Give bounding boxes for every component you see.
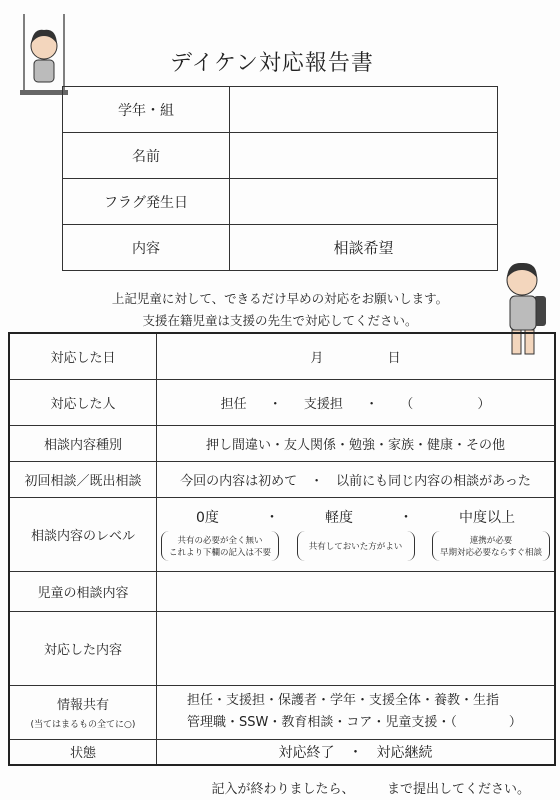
student-info-table (62, 86, 498, 271)
request-note: 上記児童に対して、できるだけ早めの対応をお願いします。 (111, 291, 449, 306)
table-row (63, 133, 498, 179)
name-field[interactable] (230, 133, 498, 179)
response-date-label: 対応した日 (9, 333, 157, 379)
option-support-teacher[interactable]: 支援担 (303, 396, 343, 412)
page-title: デイケン対応報告書 (170, 51, 374, 76)
response-date-field[interactable] (157, 333, 556, 379)
consult-level-label: 相談内容のレベル (9, 497, 157, 571)
content-value: 相談希望 (230, 225, 498, 271)
table-row (9, 425, 555, 461)
level-mild[interactable]: 軽度 (324, 510, 353, 526)
share-options-line: 管理職・SSW・教育相談・コア・児童支援・（ ） (187, 715, 522, 730)
status-options[interactable]: 対応終了 ・ 対応継続 (157, 739, 556, 765)
grade-class-field[interactable] (230, 87, 498, 133)
day-label: 日 (387, 350, 401, 366)
table-row (63, 179, 498, 225)
content-label: 内容 (63, 225, 230, 271)
note-line: これより下欄の記入は不要 (168, 548, 271, 558)
child-consult-label: 児童の相談内容 (9, 571, 157, 611)
flag-date-field[interactable] (230, 179, 498, 225)
info-share-label-cell (9, 685, 157, 739)
month-label: 月 (310, 350, 324, 366)
note-line: 早期対応必要ならすぐ相談 (439, 548, 542, 558)
separator: ・ (398, 510, 413, 526)
table-row (9, 461, 555, 497)
level-zero-note (161, 531, 279, 561)
info-share-options[interactable] (157, 685, 556, 739)
first-or-repeat-options[interactable]: 今回の内容は初めて ・ 以前にも同じ内容の相談があった (157, 461, 556, 497)
response-table (8, 332, 556, 766)
table-row (9, 497, 555, 571)
status-label: 状態 (9, 739, 157, 765)
table-row (63, 225, 498, 271)
responder-options[interactable] (157, 379, 556, 425)
consult-type-options[interactable]: 押し間違い・友人関係・勉強・家族・健康・その他 (157, 425, 556, 461)
paren-close: ） (477, 396, 491, 412)
info-share-label: 情報共有 (56, 698, 109, 713)
submit-instruction: 記入が終わりましたら、 まで提出してください。 (211, 782, 530, 797)
separator: ・ (264, 510, 279, 526)
table-row (9, 333, 555, 379)
level-zero[interactable]: 0度 (196, 510, 219, 526)
first-or-repeat-label: 初回相談／既出相談 (9, 461, 157, 497)
note-line: 共有しておいた方がよい (308, 542, 403, 552)
child-consult-field[interactable] (157, 571, 556, 611)
table-row (9, 379, 555, 425)
note-line: 連携が必要 (469, 536, 513, 546)
separator: ・ (365, 396, 379, 412)
responder-label: 対応した人 (9, 379, 157, 425)
response-content-field[interactable] (157, 611, 556, 685)
flag-date-label: フラグ発生日 (63, 179, 230, 225)
consult-level-options[interactable] (157, 497, 556, 571)
table-row (63, 87, 498, 133)
table-row (9, 685, 555, 739)
table-row (9, 739, 555, 765)
name-label: 名前 (63, 133, 230, 179)
info-share-sublabel: (当てはまるもの全てに○) (30, 720, 136, 730)
option-homeroom[interactable]: 担任 (220, 396, 247, 412)
share-options-line: 担任・支援担・保護者・学年・支援全体・養教・生指 (187, 693, 500, 708)
paren-open: （ (400, 396, 414, 412)
response-content-label: 対応した内容 (9, 611, 157, 685)
level-mild-note (297, 531, 415, 561)
level-moderate[interactable]: 中度以上 (458, 510, 515, 526)
note-line: 共有の必要が全く無い (177, 536, 263, 546)
consult-type-label: 相談内容種別 (9, 425, 157, 461)
level-moderate-note (432, 531, 550, 561)
table-row (9, 571, 555, 611)
support-note: 支援在籍児童は支援の先生で対応してください。 (142, 313, 418, 328)
table-row (9, 611, 555, 685)
separator: ・ (268, 396, 282, 412)
grade-class-label: 学年・組 (63, 87, 230, 133)
